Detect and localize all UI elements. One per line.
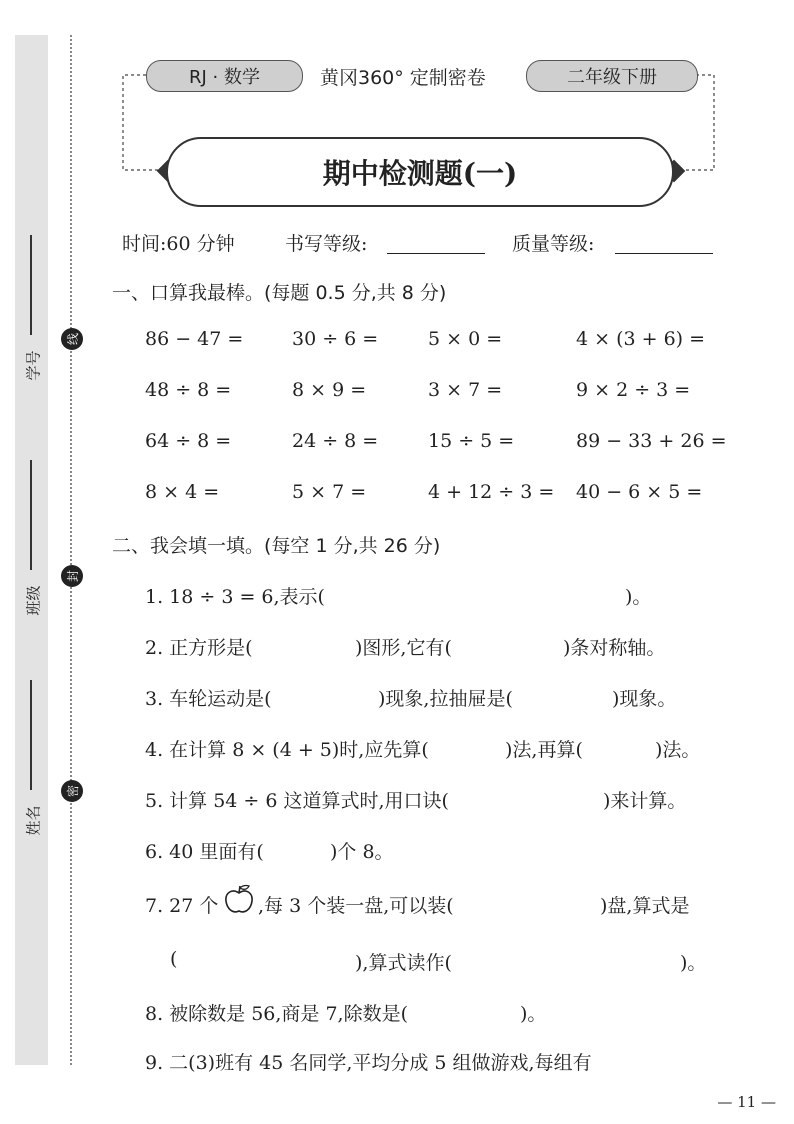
q-text: 4. 在计算 8 × (4 + 5)时,应先算( <box>145 739 429 761</box>
q-text: )。 <box>625 586 652 608</box>
quality-grade-blank[interactable] <box>615 253 713 254</box>
q-text: 7. 27 个 <box>145 895 219 917</box>
calc-item: 9 × 2 ÷ 3 = <box>576 379 691 401</box>
q-text: 3. 车轮运动是( <box>145 688 272 710</box>
name-line <box>30 680 32 790</box>
q-text: 9. 二(3)班有 45 名同学,平均分成 5 组做游戏,每组有 <box>145 1052 592 1074</box>
time-text: 时间:60 分钟 <box>122 233 235 255</box>
brand-text: 黄冈360° 定制密卷 <box>320 67 486 89</box>
binding-strip <box>15 35 48 1065</box>
calc-item: 24 ÷ 8 = <box>292 430 379 452</box>
q-text: )来计算。 <box>603 790 687 812</box>
exam-title: 期中检测题(一) <box>166 137 674 207</box>
grade-pill: 二年级下册 <box>526 60 698 92</box>
q-text: )图形,它有( <box>355 637 452 659</box>
calc-item: 64 ÷ 8 = <box>145 430 232 452</box>
calc-item: 30 ÷ 6 = <box>292 328 379 350</box>
q-text: )。 <box>520 1003 547 1025</box>
calc-item: 3 × 7 = <box>428 379 503 401</box>
page-number: — 11 — <box>717 1093 776 1111</box>
calc-item: 40 − 6 × 5 = <box>576 481 703 503</box>
q-text: )法,再算( <box>505 739 583 761</box>
class-line <box>30 460 32 570</box>
q-text: 6. 40 里面有( <box>145 841 264 863</box>
name-label: 姓名 <box>24 805 43 836</box>
section1-heading: 一、口算我最棒。(每题 0.5 分,共 8 分) <box>112 282 447 304</box>
q-text: ( <box>170 948 178 970</box>
q-text: )个 8。 <box>330 841 394 863</box>
q-text: 8. 被除数是 56,商是 7,除数是( <box>145 1003 409 1025</box>
quality-grade-label: 质量等级: <box>512 233 595 255</box>
calc-item: 4 + 12 ÷ 3 = <box>428 481 555 503</box>
q-text: )条对称轴。 <box>563 637 666 659</box>
seal-xian: 线 <box>61 328 83 350</box>
seal-mi: 密 <box>61 780 83 802</box>
calc-item: 15 ÷ 5 = <box>428 430 515 452</box>
calc-item: 48 ÷ 8 = <box>145 379 232 401</box>
q-text: )。 <box>680 952 707 974</box>
apple-icon <box>222 883 256 922</box>
seal-feng: 封 <box>61 565 83 587</box>
q-text: 5. 计算 54 ÷ 6 这道算式时,用口诀( <box>145 790 449 812</box>
class-label: 班级 <box>24 585 43 616</box>
q-text: ),算式读作( <box>355 952 452 974</box>
writing-grade-label: 书写等级: <box>285 233 368 255</box>
q-text: 1. 18 ÷ 3 = 6,表示( <box>145 586 325 608</box>
calc-item: 4 × (3 + 6) = <box>576 328 706 350</box>
subject-pill: RJ · 数学 <box>146 60 303 92</box>
calc-item: 86 − 47 = <box>145 328 244 350</box>
q-text: )现象。 <box>612 688 677 710</box>
q-text: )现象,拉抽屉是( <box>378 688 513 710</box>
calc-item: 5 × 7 = <box>292 481 367 503</box>
q-text: )盘,算式是 <box>600 895 690 917</box>
student-id-label: 学号 <box>24 350 43 381</box>
header <box>118 55 718 190</box>
student-id-line <box>30 235 32 335</box>
calc-item: 5 × 0 = <box>428 328 503 350</box>
calc-item: 89 − 33 + 26 = <box>576 430 727 452</box>
q-text: )法。 <box>655 739 701 761</box>
section2-heading: 二、我会填一填。(每空 1 分,共 26 分) <box>112 535 441 557</box>
calc-item: 8 × 4 = <box>145 481 220 503</box>
q-text: 2. 正方形是( <box>145 637 253 659</box>
writing-grade-blank[interactable] <box>387 253 485 254</box>
q-text: ,每 3 个装一盘,可以装( <box>258 895 454 917</box>
cut-line <box>70 35 72 1065</box>
calc-item: 8 × 9 = <box>292 379 367 401</box>
